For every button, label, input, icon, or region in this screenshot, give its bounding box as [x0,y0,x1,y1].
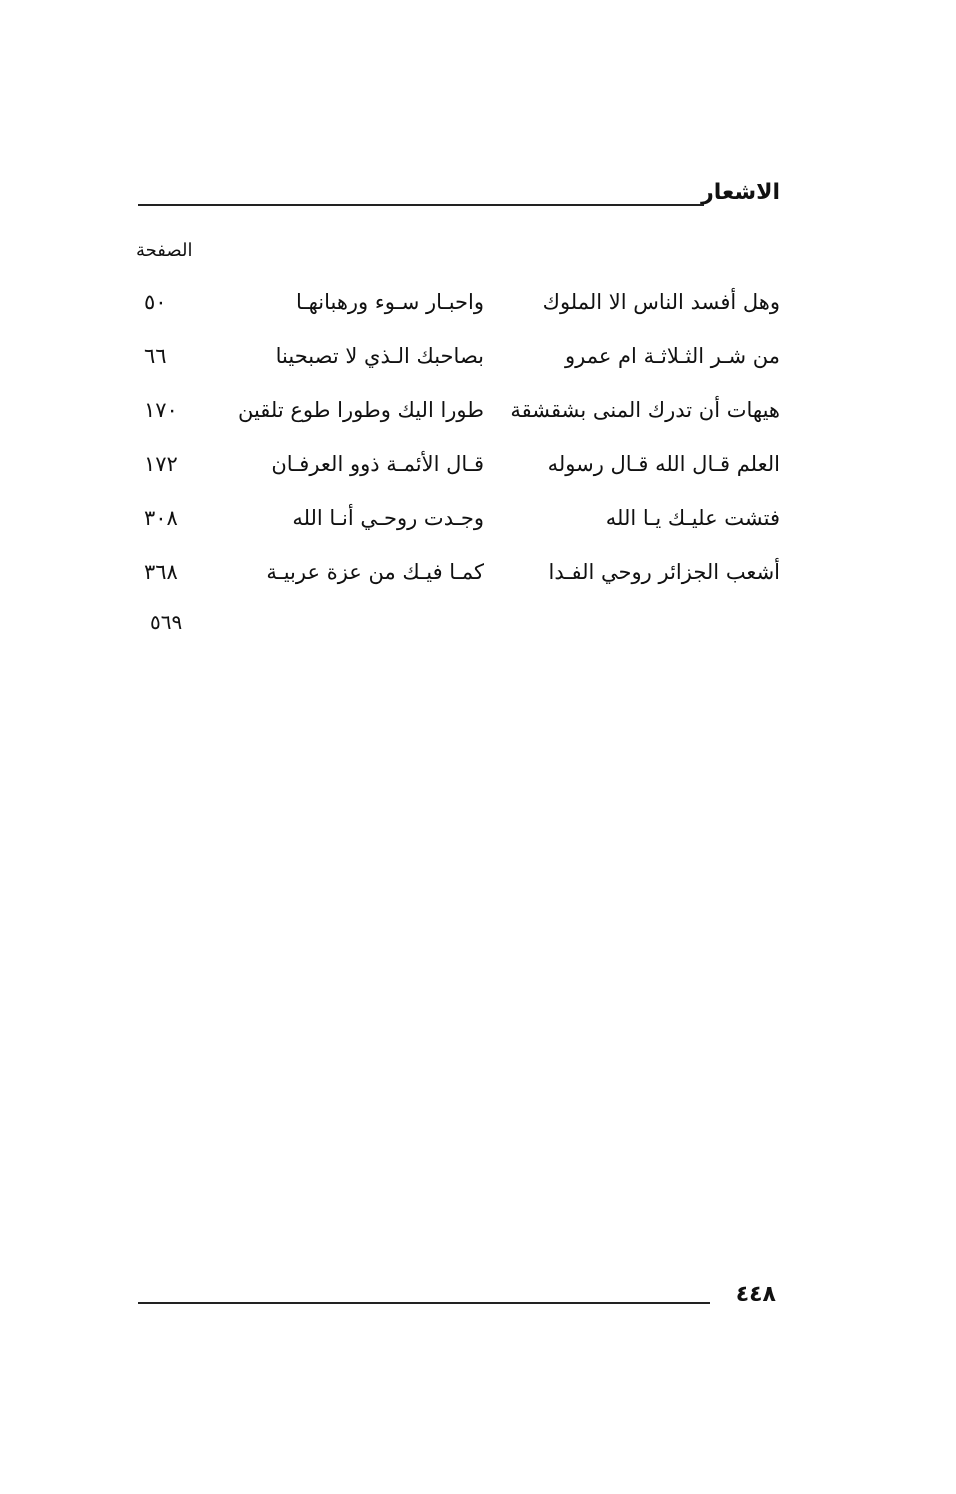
table-row [130,452,780,506]
header-divider [138,204,704,206]
verse-second-hemistich: بصاحبك الـذي لا تصبحينا [275,344,484,368]
page-column-heading: الصفحة [136,240,193,261]
verse-second-hemistich: قـال الأئمـة ذوو العرفـان [271,452,484,476]
verse-first-hemistich: أشعب الجزائر روحي الفـدا [548,560,780,584]
verse-page-number: ١٧٠ [144,398,178,422]
table-row [130,344,780,398]
verse-second-hemistich: وجـدت روحـي أنـا الله [292,506,484,530]
table-row [130,506,780,560]
verse-second-hemistich: كمـا فيـك من عزة عربيـة [266,560,484,584]
section-title: الاشعار [701,180,780,205]
verse-first-hemistich: من شـر الثـلاثـة ام عمرو [564,344,780,368]
verse-index-table [130,290,780,614]
verse-first-hemistich: العلم قـال الله قـال رسوله [547,452,780,476]
verse-page-number: ٥٠ [144,290,167,314]
verse-page-number: ٣٠٨ [144,506,178,530]
extra-page-number: ٥٦٩ [150,610,183,634]
verse-first-hemistich: وهل أفسد الناس الا الملوك [542,290,780,314]
verse-first-hemistich: هيهات أن تدرك المنى بشقشقة [510,398,780,422]
verse-first-hemistich: فتشت عليـك يـا الله [605,506,780,530]
table-row [130,398,780,452]
footer-divider [138,1302,710,1304]
verse-second-hemistich: طورا اليك وطورا طوع تلقين [237,398,484,422]
verse-page-number: ١٧٢ [144,452,178,476]
table-row [130,560,780,614]
table-row [130,290,780,344]
verse-page-number: ٦٦ [144,344,167,368]
page-number: ٤٤٨ [735,1282,776,1307]
verse-page-number: ٣٦٨ [144,560,178,584]
verse-second-hemistich: واحبـار سـوء ورهبانهـا [296,290,484,314]
